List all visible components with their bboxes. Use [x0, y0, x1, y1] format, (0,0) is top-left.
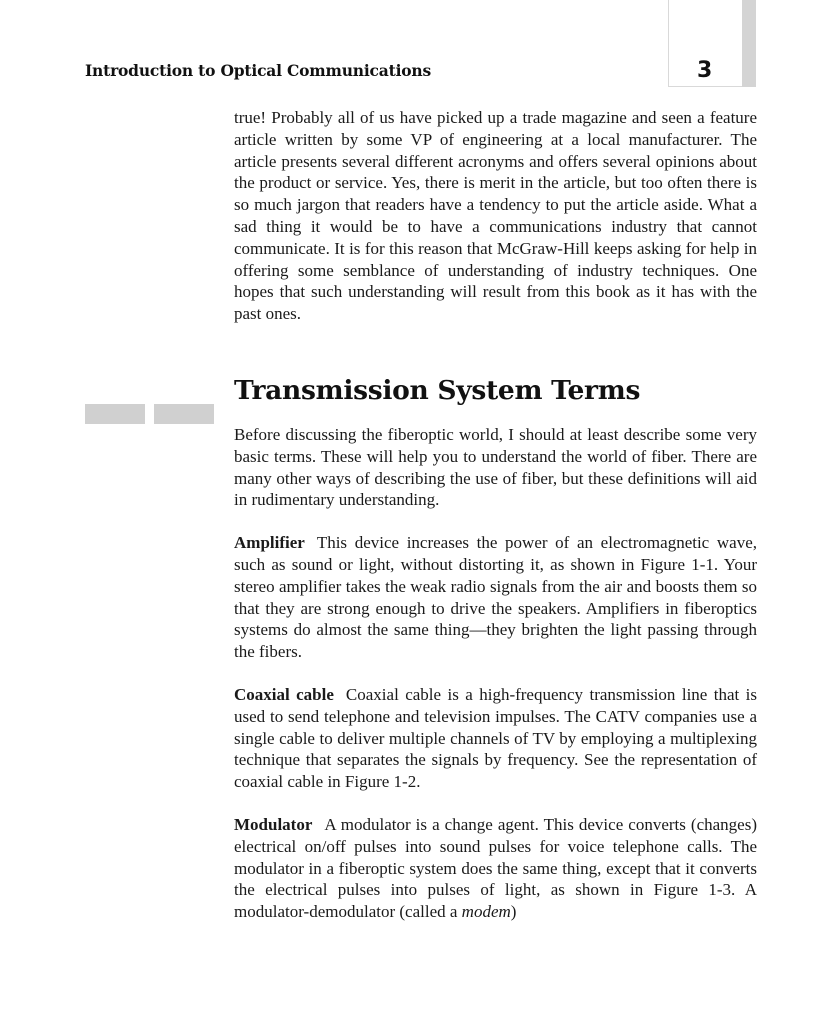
- section-title: Transmission System Terms: [234, 374, 641, 406]
- page-body: [234, 107, 757, 923]
- page-number: 3: [697, 58, 713, 83]
- intro-paragraph: true! Probably all of us have picked up a trade magazine and seen a feature article written by some VP of engineering at a local manufacturer. The article presents several different acronyms and offers several opinions about the product or service. Yes, there is merit in the article, but too often there is so much jargon that readers have a tendency to put the article aside. What a sad thing it would be to have a communications industry that cannot communicate. It is for this reason that McGraw-Hill keeps asking for help in offering some semblance of understanding of industry techniques. One hopes that such understanding will result from this book as it has with the past ones.: [234, 108, 757, 324]
- term-heading: Coaxial cable: [234, 684, 334, 704]
- term-definition: Coaxial cable is a high-frequency transmission line that is used to send telephone and television impulses. The CATV companies use a single cable to deliver multiple channels of TV by employing a multiplexing technique that separates the signals by frequency. See the representation of coaxial cable in Figure 1-2.: [234, 684, 758, 792]
- section-intro-paragraph: Before discussing the fiberoptic world, I should at least describe some very basic terms. These will help you to understand the world of fiber. There are many other ways of describing the use of fiber, but these definitions will aid in rudimentary understanding.: [234, 424, 757, 510]
- term-definition-tail: ): [510, 902, 517, 922]
- term-heading: Amplifier: [234, 533, 305, 553]
- page-tab-edge: [742, 0, 756, 87]
- term-modulator: [234, 814, 757, 923]
- term-definition: A modulator is a change agent. This device converts (changes) electrical on/off pulses into sound pulses for voice telephone calls. The modulator in a fiberoptic system does the same thing, except that it converts the electrical pulses into pulses of light, as shown in Figure 1-3. A modulator-demodulator (called a: [234, 814, 757, 922]
- term-amplifier: [234, 532, 757, 663]
- term-definition-italic: modem: [461, 902, 511, 922]
- term-heading: Modulator: [234, 814, 313, 834]
- term-definition: This device increases the power of an electromagnetic wave, such as sound or light, without distorting it, as shown in Figure 1-1. Your stereo amplifier takes the weak radio signals from the air and boosts them so that they are strong enough to drive the speakers. Amplifiers in fiberoptics systems do almost the same thing—they brighten the light passing through the fibers.: [234, 533, 757, 662]
- section-marker-bar-left: [85, 404, 145, 424]
- running-head-title: Introduction to Optical Communications: [85, 61, 431, 80]
- section-marker-bar-right: [154, 404, 214, 424]
- term-coaxial-cable: [234, 684, 757, 793]
